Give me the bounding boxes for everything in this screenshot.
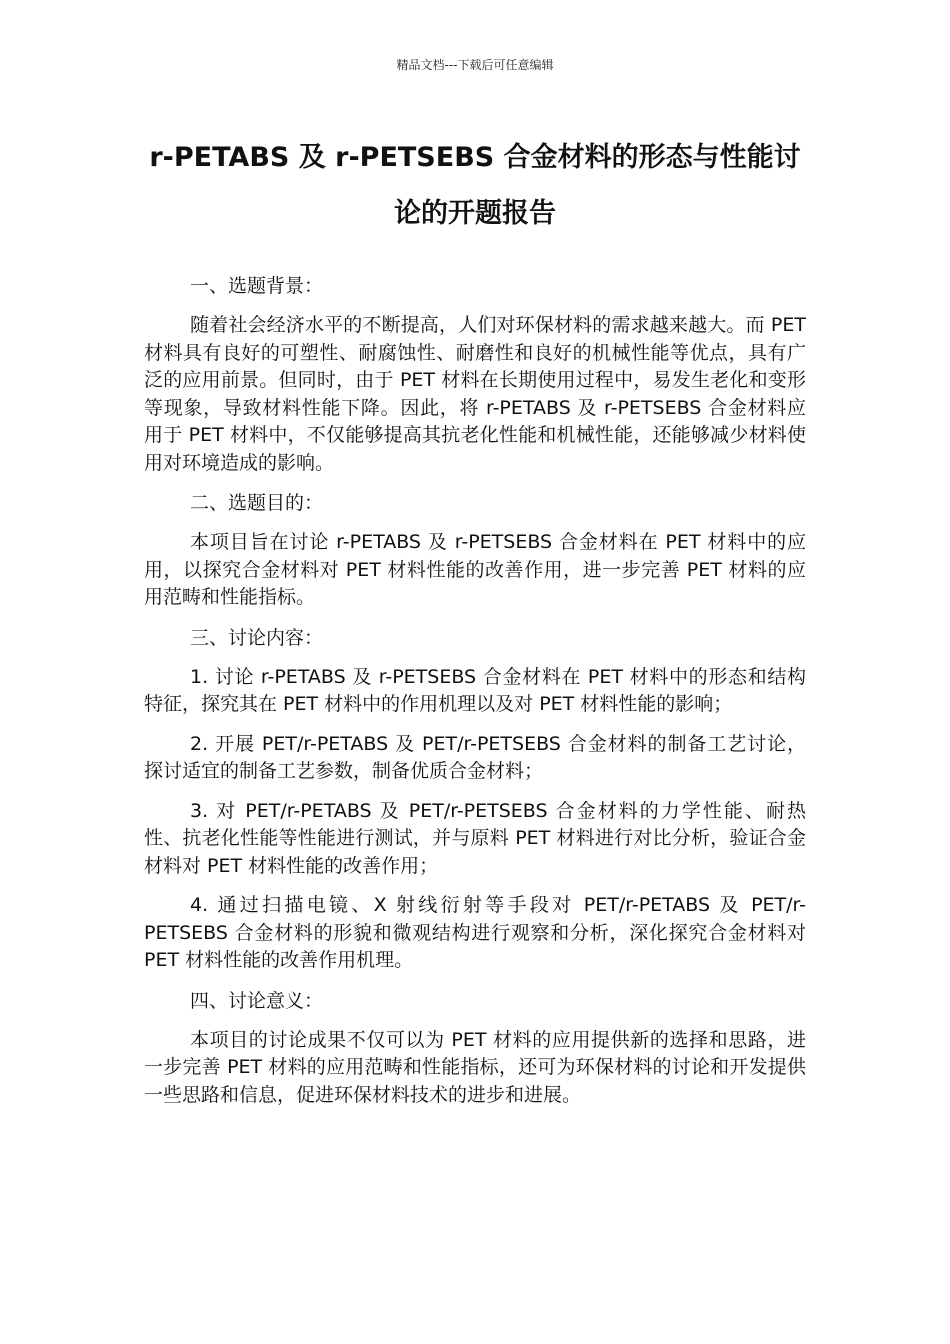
section-heading-significance: 四、讨论意义： [190,989,324,1012]
page-header: 精品文档---下载后可任意编辑 [396,58,554,72]
content-item-4: 4. 通过扫描电镜、X 射线衍射等手段对 PET/r-PETABS 及 PET/r-PETSEBS 合金材料的形貌和微观结构进行观察和分析，深化探究合金材料对 PET 材料性能的改善作用机理。 [144,894,806,971]
content-item-1: 1. 讨论 r-PETABS 及 r-PETSEBS 合金材料在 PET 材料中的形态和结构特征，探究其在 PET 材料中的作用机理以及对 PET 材料性能的影响； [144,665,806,715]
content-item-2: 2. 开展 PET/r-PETABS 及 PET/r-PETSEBS 合金材料的制备工艺讨论，探讨适宜的制备工艺参数，制备优质合金材料； [144,732,806,782]
section-heading-purpose: 二、选题目的： [190,492,324,514]
document-title: r-PETABS 及 r-PETSEBS 合金材料的形态与性能讨论的开题报告 [149,142,801,229]
document-body [144,272,806,1121]
content-item-3: 3. 对 PET/r-PETABS 及 PET/r-PETSEBS 合金材料的力学性能、耐热性、抗老化性能等性能进行测试，并与原料 PET 材料进行对比分析，验证合金材料对 PET 材料性能的改善作用； [144,799,806,877]
section-text-significance: 本项目的讨论成果不仅可以为 PET 材料的应用提供新的选择和思路，进一步完善 PET 材料的应用范畴和性能指标，还可为环保材料的讨论和开发提供一些思路和信息，促进环保材料技术的进步和进展。 [144,1028,806,1106]
section-heading-background: 一、选题背景： [190,275,324,297]
section-text-background: 随着社会经济水平的不断提高，人们对环保材料的需求越来越大。而 PET 材料具有良好的可塑性、耐腐蚀性、耐磨性和良好的机械性能等优点，具有广泛的应用前景。但同时，由于 PET 材料在长期使用过程中，易发生老化和变形等现象，导致材料性能下降。因此，将 r-PETABS 及 r-PETSEBS 合金材料应用于 PET 材料中，不仅能够提高其抗老化性能和机械性能，还能够减少材料使用对环境造成的影响。 [144,314,806,474]
section-heading-content: 三、讨论内容： [190,626,324,649]
section-text-purpose: 本项目旨在讨论 r-PETABS 及 r-PETSEBS 合金材料在 PET 材料中的应用，以探究合金材料对 PET 材料性能的改善作用，进一步完善 PET 材料的应用范畴和性能指标。 [144,531,806,608]
